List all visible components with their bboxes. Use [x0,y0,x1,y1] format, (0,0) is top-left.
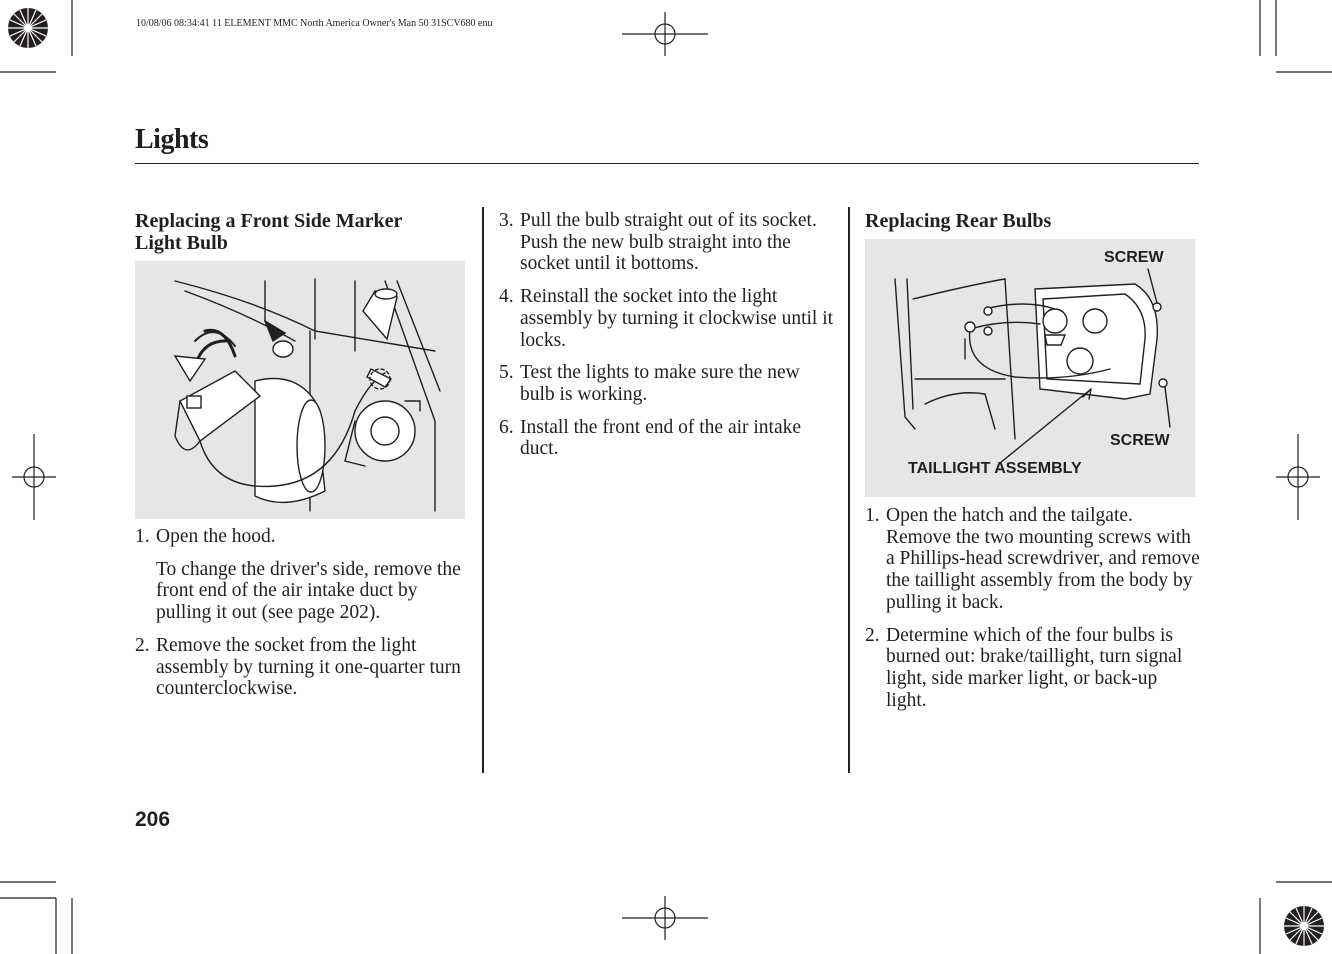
front-marker-heading: Replacing a Front Side Marker Light Bulb [135,210,403,254]
taillight-illustration [865,239,1195,497]
column-divider-1 [482,207,484,773]
step-5: 5. Test the lights to make sure the new bulb is working. [499,362,800,405]
rear-step-2: 2. Determine which of the four bulbs is burned out: brake/taillight, turn signal light, side marker light, or back-up light. [865,624,1183,711]
rear-step-1: 1. Open the hatch and the tailgate. Remove the two mounting screws with a Phillips-head screwdriver, and remove the taillight assembly from the body by pulling it back. [865,505,1200,613]
rear-bulbs-heading: Replacing Rear Bulbs [865,210,1052,232]
callout-screw-bottom: SCREW [1110,432,1170,449]
callout-screw-top: SCREW [1104,249,1164,266]
print-info: 10/08/06 08:34:41 11 ELEMENT MMC North America Owner's Man 50 31SCV680 enu [136,18,493,29]
step-6: 6. Install the front end of the air intake duct. [499,416,802,460]
right-steps [865,505,1200,711]
step-3: 3. Pull the bulb straight out of its socket. Push the new bulb straight into the socket until it bottoms. [499,210,817,275]
taillight-drawing [865,239,1195,497]
page-title: Lights [135,124,209,155]
page-number: 206 [135,808,171,831]
step-1: 1. Open the hood. To change the driver's side, remove the front end of the air intake duct by pulling it out (see page 202). [135,526,461,624]
step-4: 4. Reinstall the socket into the light assembly by turning it clockwise until it locks. [499,286,834,351]
front-marker-illustration [135,261,465,519]
column-divider-2 [848,207,850,773]
middle-steps [499,210,839,460]
left-steps [135,526,470,700]
title-divider [135,163,1199,164]
step-2: 2. Remove the socket from the light assembly by turning it one-quarter turn counterclockwise. [135,634,461,700]
callout-taillight-assembly: TAILLIGHT ASSEMBLY [908,460,1082,477]
front-marker-drawing [135,261,465,519]
